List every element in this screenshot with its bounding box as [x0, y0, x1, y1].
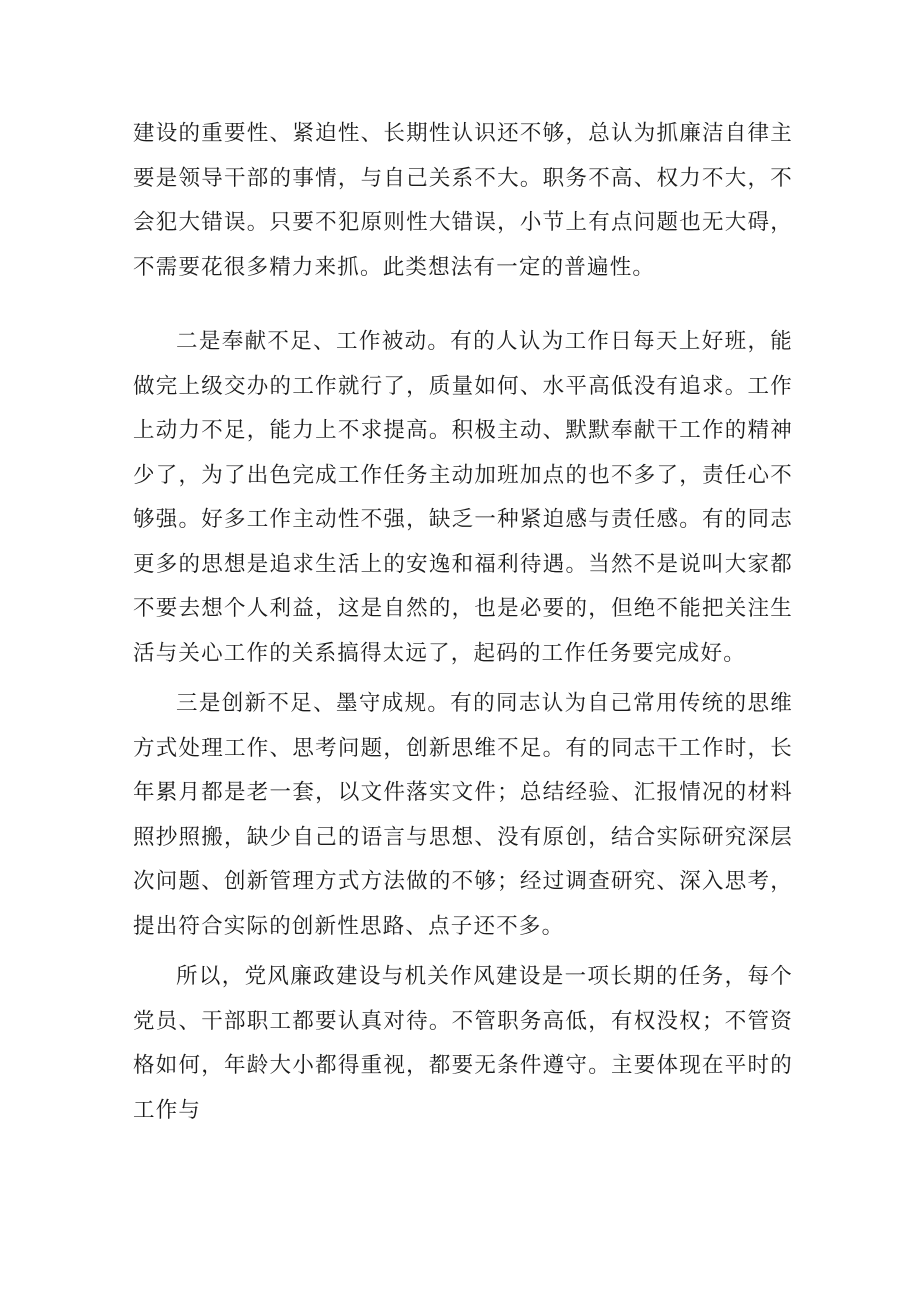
paragraph-2: 二是奉献不足、工作被动。有的人认为工作日每天上好班，能做完上级交办的工作就行了，质量如何、水平高低没有追求。工作上动力不足，能力上不求提高。积极主动、默默奉献干工作的精神少了，为了出色完成工作任务主动加班加点的也不多了，责任心不够强。好多工作主动性不强，缺乏一种紧迫感与责任感。有的同志更多的思想是追求生活上的安逸和福利待遇。当然不是说叫大家都不要去想个人利益，这是自然的，也是必要的，但绝不能把关注生活与关心工作的关系搞得太远了，起码的工作任务要完成好。	[133, 329, 793, 666]
paragraph-3: 三是创新不足、墨守成规。有的同志认为自己常用传统的思维方式处理工作、思考问题，创新思维不足。有的同志干工作时，长年累月都是老一套，以文件落实文件；总结经验、汇报情况的材料照抄照搬，缺少自己的语言与思想、没有原创，结合实际研究深层次问题、创新管理方式方法做的不够；经过调查研究、深入思考，提出符合实际的创新性思路、点子还不多。	[133, 691, 793, 939]
paragraph-4: 所以，党风廉政建设与机关作风建设是一项长期的任务，每个党员、干部职工都要认真对待。不管职务高低，有权没权；不管资格如何，年龄大小都得重视，都要无条件遵守。主要体现在平时的工作与	[133, 964, 793, 1123]
paragraph-1: 建设的重要性、紧迫性、长期性认识还不够，总认为抓廉洁自律主要是领导干部的事情，与自己关系不大。职务不高、权力不大，不会犯大错误。只要不犯原则性大错误，小节上有点问题也无大碍，不需要花很多精力来抓。此类想法有一定的普遍性。	[133, 121, 793, 280]
document-body	[133, 112, 793, 1133]
